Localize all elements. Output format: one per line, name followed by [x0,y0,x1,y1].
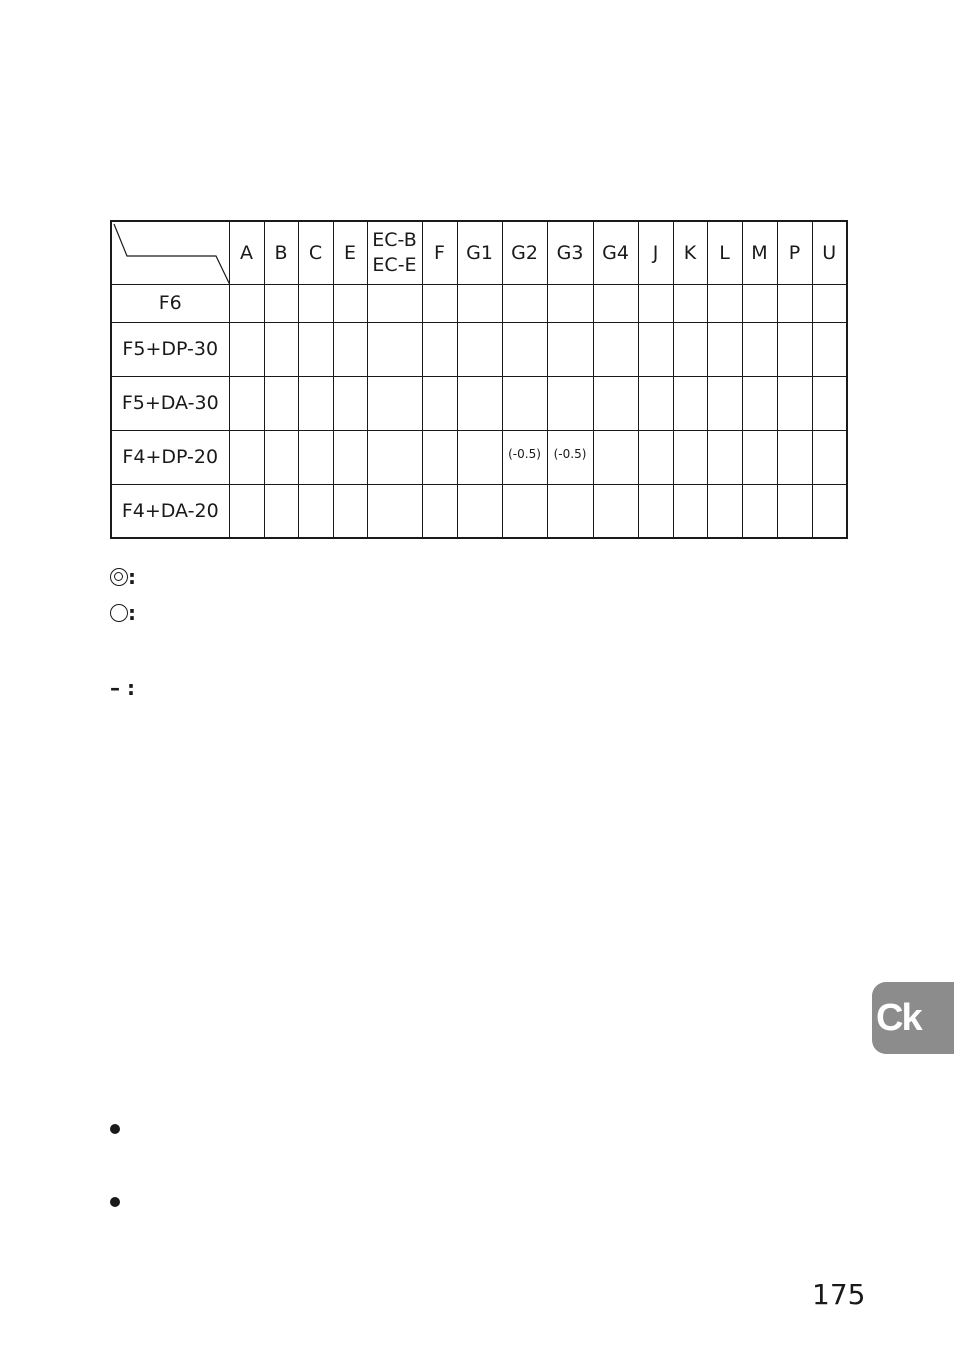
table-cell [229,430,264,484]
table-cell [673,284,707,322]
table-cell [638,484,673,538]
column-header: J [638,221,673,284]
compatibility-table [110,220,848,539]
column-header: K [673,221,707,284]
table-cell [229,376,264,430]
table-cell [673,430,707,484]
table-cell [298,484,333,538]
table-cell [502,322,547,376]
row-label: F4+DP-20 [111,430,229,484]
table-cell [264,322,298,376]
table-cell [593,484,638,538]
table-cell [547,322,593,376]
table-cell [742,430,777,484]
exposure-note: (-0.5) [508,447,541,461]
table-cell [812,284,847,322]
column-header: C [298,221,333,284]
section-tab: Ck [872,982,954,1054]
row-label: F6 [111,284,229,322]
table-cell [812,322,847,376]
column-header-line: EC-B [372,228,417,251]
table-cell [264,284,298,322]
table-cell [547,376,593,430]
table-cell [333,284,367,322]
table-corner-cell [111,221,229,284]
row-label: F5+DP-30 [111,322,229,376]
table-row [111,430,847,484]
table-cell [422,322,457,376]
table-cell [229,284,264,322]
table-cell [298,284,333,322]
table-cell [333,484,367,538]
column-header: G1 [457,221,502,284]
table-row [111,484,847,538]
table-cell [673,484,707,538]
bullet-icon [110,1124,120,1134]
table-cell [367,376,422,430]
table-row [111,376,847,430]
table-cell-note [502,430,547,484]
column-header: F [422,221,457,284]
table-cell [457,430,502,484]
table-cell [229,322,264,376]
table-cell [367,284,422,322]
row-label: F4+DA-20 [111,484,229,538]
column-header: B [264,221,298,284]
column-header: G2 [502,221,547,284]
table-cell [777,322,812,376]
table-cell [333,430,367,484]
table-cell [593,430,638,484]
table-cell [264,376,298,430]
table-cell [422,284,457,322]
bullet-icon [110,1197,120,1207]
column-header-line: EC-E [372,253,417,276]
legend-single-circle [110,601,136,625]
table-cell [367,322,422,376]
table-cell [812,430,847,484]
table-row [111,322,847,376]
legend-dash [110,676,135,700]
legend-double-circle [110,565,136,589]
table-cell [422,484,457,538]
table-cell [298,430,333,484]
table-cell [593,284,638,322]
diagonal-divider-icon [112,222,230,285]
table-cell [502,376,547,430]
table-cell [777,484,812,538]
table-cell [673,322,707,376]
column-header: G4 [593,221,638,284]
table-cell [422,376,457,430]
table-cell [502,484,547,538]
table-cell [638,376,673,430]
table-cell [707,430,742,484]
table-cell [593,322,638,376]
legend-colon: : [128,565,136,589]
table-cell [422,430,457,484]
table-cell-note [547,430,593,484]
table-cell [777,284,812,322]
table-cell [742,284,777,322]
table-cell [812,376,847,430]
table-cell [457,284,502,322]
table-cell [333,322,367,376]
table-cell [264,484,298,538]
table-cell [638,284,673,322]
table-cell [298,322,333,376]
column-header: A [229,221,264,284]
table-cell [742,484,777,538]
table-cell [638,430,673,484]
table-cell [742,376,777,430]
table-cell [547,284,593,322]
column-header [367,221,422,284]
exposure-note: (-0.5) [553,447,587,461]
table-cell [707,322,742,376]
column-header: L [707,221,742,284]
table-cell [502,284,547,322]
table-cell [638,322,673,376]
table-cell [457,484,502,538]
table-cell [298,376,333,430]
column-header: M [742,221,777,284]
table-cell [742,322,777,376]
table-cell [673,376,707,430]
legend-dash-text: – : [110,676,135,700]
column-header: U [812,221,847,284]
table-cell [777,376,812,430]
table-cell [707,376,742,430]
double-circle-icon [110,568,128,586]
row-label: F5+DA-30 [111,376,229,430]
table-row [111,284,847,322]
table-cell [367,430,422,484]
column-header: P [777,221,812,284]
table-cell [812,484,847,538]
table-cell [333,376,367,430]
circle-icon [110,604,128,622]
table-cell [229,484,264,538]
column-header: E [333,221,367,284]
table-cell [593,376,638,430]
table-cell [707,284,742,322]
page-number: 175 [812,1278,866,1311]
table-cell [457,376,502,430]
table-cell [264,430,298,484]
table-cell [457,322,502,376]
table-header-row [111,221,847,284]
legend-colon: : [128,601,136,625]
table-cell [777,430,812,484]
table-cell [707,484,742,538]
column-header: G3 [547,221,593,284]
table-cell [547,484,593,538]
table-cell [367,484,422,538]
